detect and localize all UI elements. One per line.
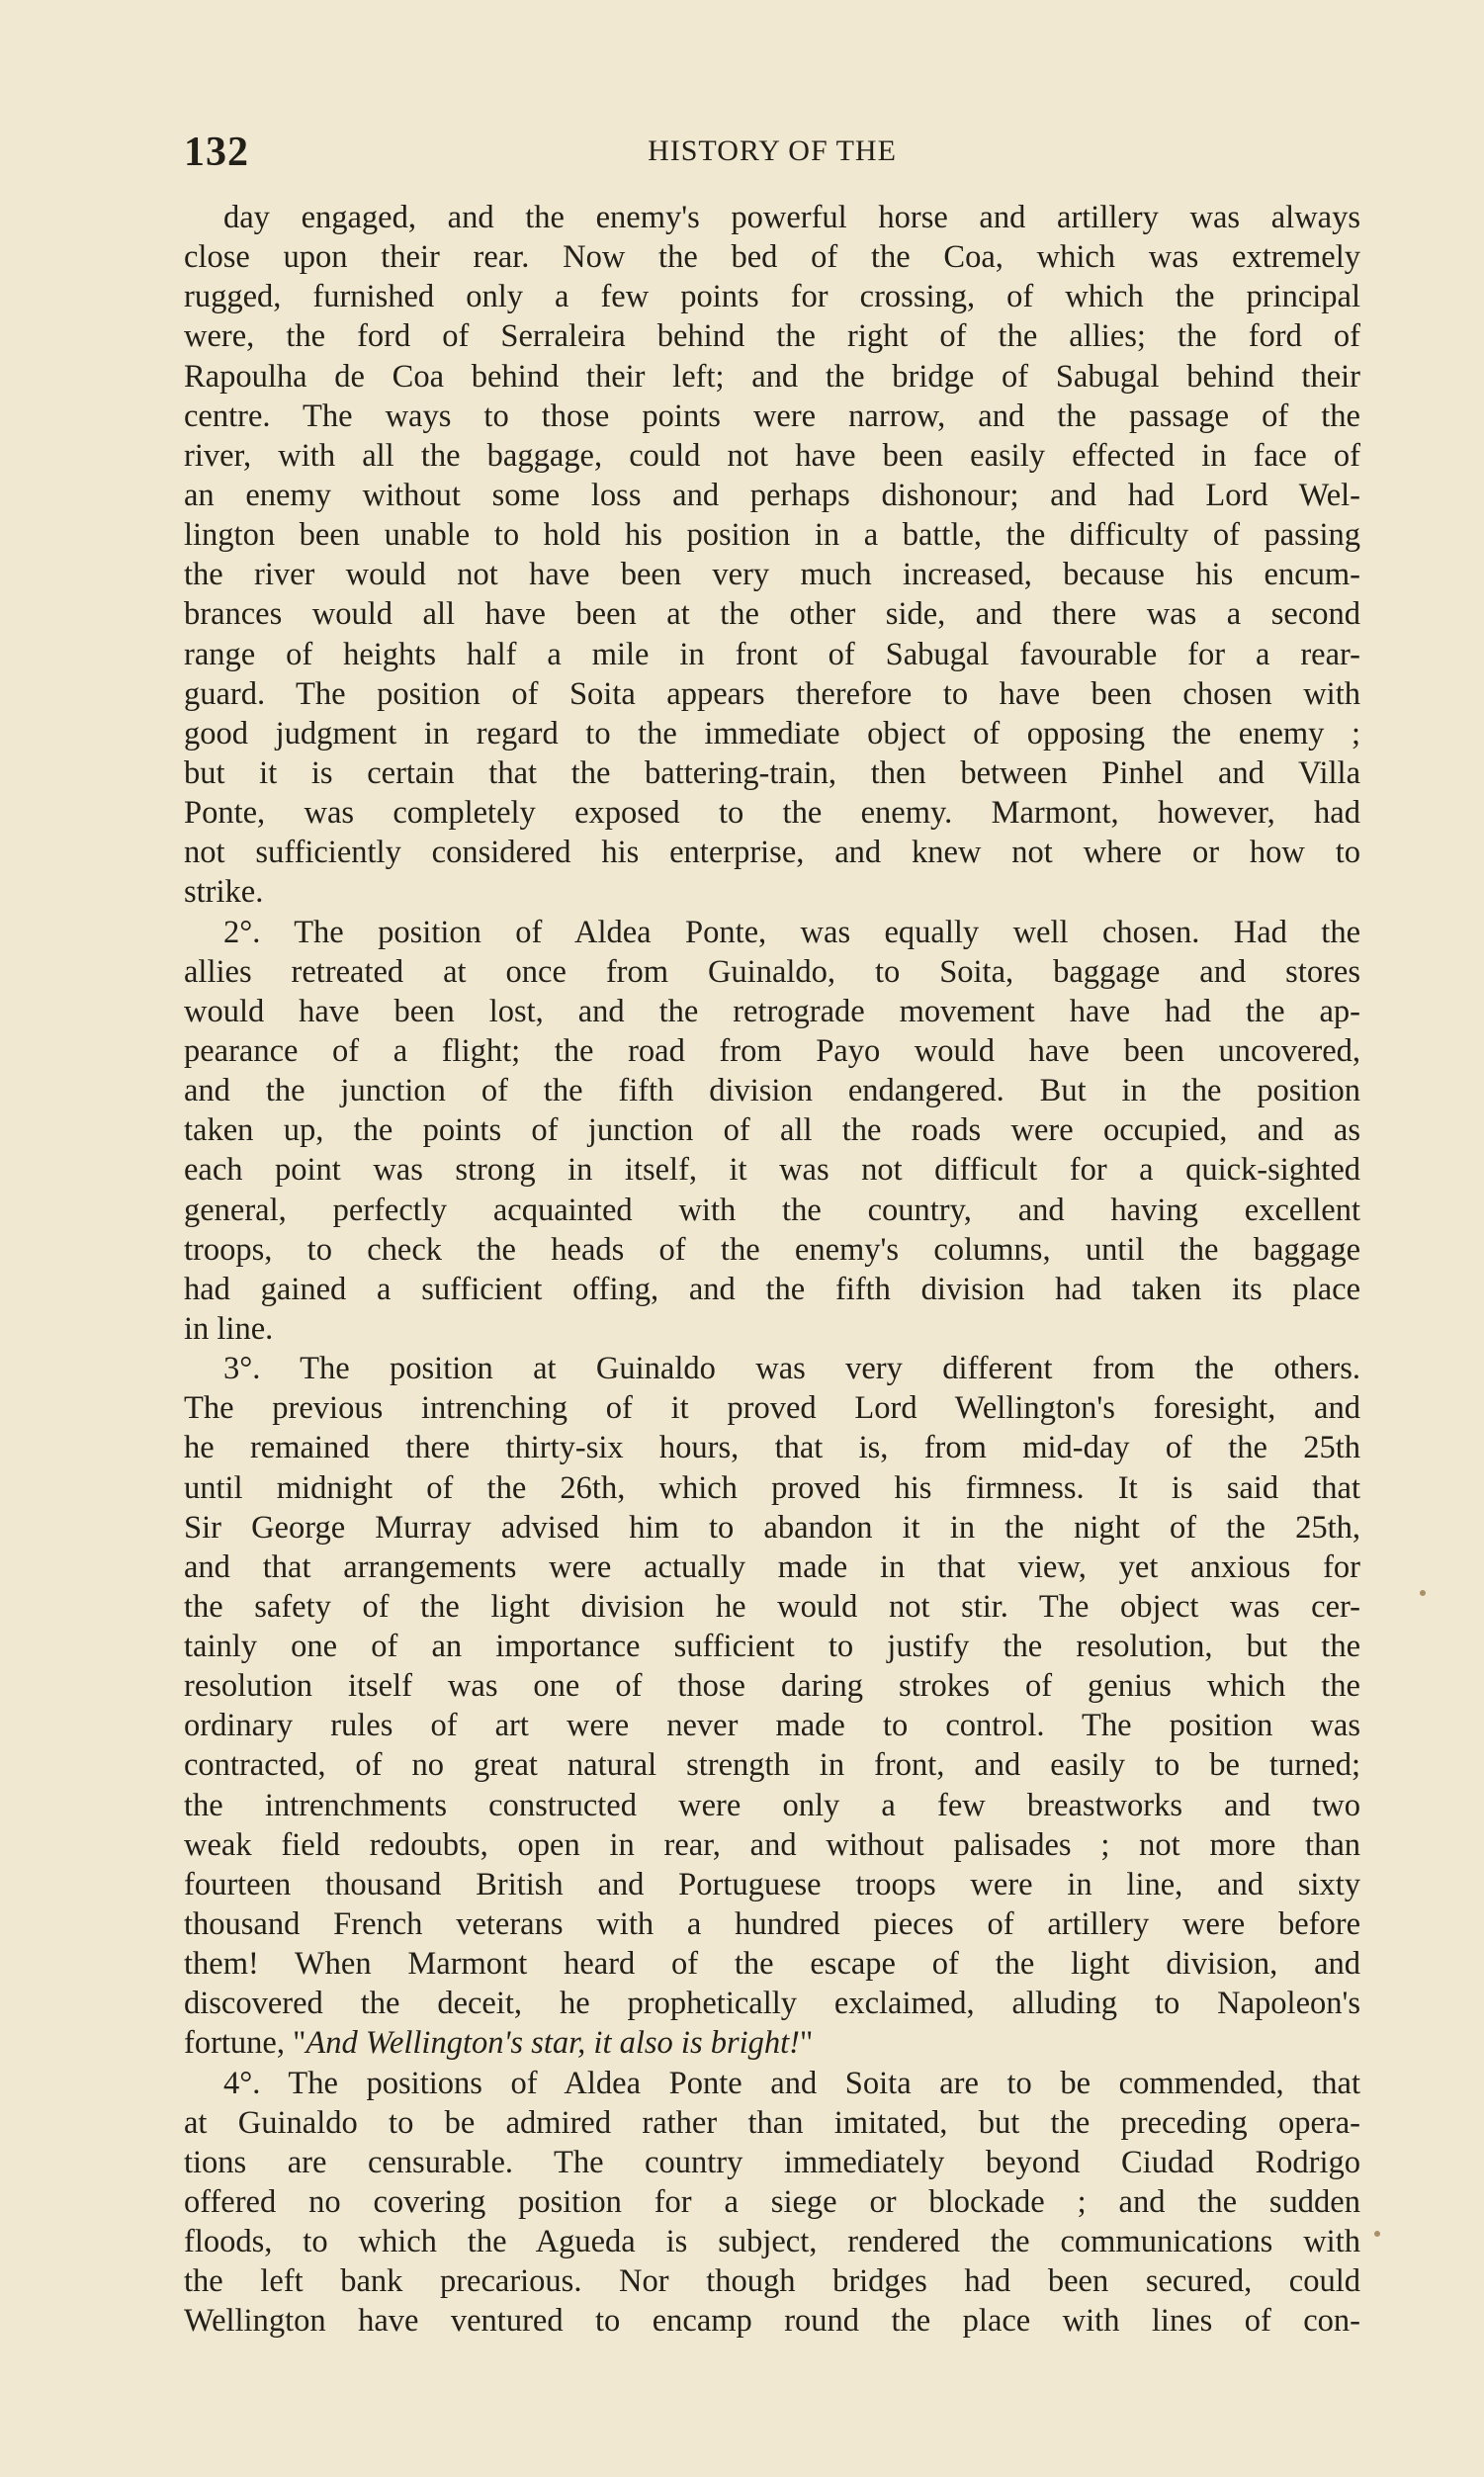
text-line: river, with all the baggage, could not have been easily effected in face of xyxy=(184,437,1360,474)
print-speck xyxy=(1420,1590,1426,1596)
text-line: Sir George Murray advised him to abandon it in the night of the 25th, xyxy=(184,1509,1360,1546)
text-line: Ponte, was completely exposed to the enemy. Marmont, however, had xyxy=(184,795,1360,832)
paragraph xyxy=(184,2064,1360,2342)
text-line: The previous intrenching of it proved Lord Wellington's foresight, and xyxy=(184,1390,1360,1427)
text-line: would have been lost, and the retrograde movement have had the ap- xyxy=(184,993,1360,1029)
text-line: the intrenchments constructed were only a few breastworks and two xyxy=(184,1787,1360,1823)
text-line: rugged, furnished only a few points for crossing, of which the principal xyxy=(184,279,1360,315)
text-line: were, the ford of Serraleira behind the right of the allies; the ford of xyxy=(184,318,1360,355)
text-line: good judgment in regard to the immediate object of opposing the enemy ; xyxy=(184,715,1360,752)
page-header xyxy=(184,129,1360,178)
text-line: pearance of a flight; the road from Payo would have been uncovered, xyxy=(184,1032,1360,1069)
text-line: contracted, of no great natural strength in front, and easily to be turned; xyxy=(184,1747,1360,1784)
text-line: 3°. The position at Guinaldo was very different from the others. xyxy=(223,1351,1360,1387)
text-line: 2°. The position of Aldea Ponte, was equally well chosen. Had the xyxy=(223,914,1360,950)
text-line: discovered the deceit, he prophetically exclaimed, alluding to Napoleon's xyxy=(184,1986,1360,2022)
text-line: troops, to check the heads of the enemy's columns, until the baggage xyxy=(184,1231,1360,1268)
text-line: in line. xyxy=(184,1310,274,1347)
text-line: the left bank precarious. Nor though bridges had been secured, could xyxy=(184,2263,1360,2300)
print-speck xyxy=(1374,2231,1380,2237)
running-head: HISTORY OF THE xyxy=(648,134,897,167)
text-line: each point was strong in itself, it was not difficult for a quick-sighted xyxy=(184,1152,1360,1189)
text-line: general, perfectly acquainted with the country, and having excellent xyxy=(184,1192,1360,1228)
text-line: until midnight of the 26th, which proved his firmness. It is said that xyxy=(184,1469,1360,1506)
text-line: 4°. The positions of Aldea Ponte and Soita are to be commended, that xyxy=(223,2065,1360,2101)
text-line: taken up, the points of junction of all the roads were occupied, and as xyxy=(184,1112,1360,1149)
text-line: thousand French veterans with a hundred pieces of artillery were before xyxy=(184,1906,1360,1943)
paragraph xyxy=(184,1349,1360,2064)
text-line: brances would all have been at the other side, and there was a second xyxy=(184,596,1360,633)
text-line: resolution itself was one of those daring strokes of genius which the xyxy=(184,1668,1360,1705)
text-line: but it is certain that the battering-train, then between Pinhel and Villa xyxy=(184,754,1360,791)
text-line: an enemy without some loss and perhaps dishonour; and had Lord Wel- xyxy=(184,477,1360,513)
text-line: he remained there thirty-six hours, that is, from mid-day of the 25th xyxy=(184,1430,1360,1466)
text-line: allies retreated at once from Guinaldo, to Soita, baggage and stores xyxy=(184,953,1360,990)
paragraph xyxy=(184,198,1360,913)
text-line: ordinary rules of art were never made to control. The position was xyxy=(184,1708,1360,1744)
text-line: Wellington have ventured to encamp round the place with lines of con- xyxy=(184,2303,1360,2340)
text-line: offered no covering position for a siege or blockade ; and the sudden xyxy=(184,2184,1360,2221)
text-line: floods, to which the Agueda is subject, rendered the communications with xyxy=(184,2224,1360,2260)
text-line: and the junction of the fifth division endangered. But in the position xyxy=(184,1073,1360,1109)
text-line: centre. The ways to those points were narrow, and the passage of the xyxy=(184,398,1360,434)
paragraph-closing-line xyxy=(184,2023,1360,2063)
text-line: tions are censurable. The country immediately beyond Ciudad Rodrigo xyxy=(184,2144,1360,2180)
quote-close: " xyxy=(800,2025,814,2062)
text-line: day engaged, and the enemy's powerful horse and artillery was always xyxy=(223,200,1360,235)
text-line: the river would not have been very much increased, because his encum- xyxy=(184,557,1360,593)
text-line: fourteen thousand British and Portuguese troops were in line, and sixty xyxy=(184,1866,1360,1902)
text-line: tainly one of an importance sufficient to justify the resolution, but the xyxy=(184,1629,1360,1665)
text-line: Rapoulha de Coa behind their left; and the bridge of Sabugal behind their xyxy=(184,358,1360,395)
paragraph xyxy=(184,913,1360,1350)
text-line: not sufficiently considered his enterprise, and knew not where or how to xyxy=(184,835,1360,871)
text-line: and that arrangements were actually made in that view, yet anxious for xyxy=(184,1548,1360,1585)
text-line: had gained a sufficient offing, and the fifth division had taken its place xyxy=(184,1271,1360,1307)
text-line: the safety of the light division he would not stir. The object was cer- xyxy=(184,1588,1360,1625)
quote-open: fortune, " xyxy=(184,2025,306,2062)
text-line: lington been unable to hold his position in a battle, the difficulty of passing xyxy=(184,517,1360,554)
text-line: strike. xyxy=(184,874,264,911)
text-line: range of heights half a mile in front of Sabugal favourable for a rear- xyxy=(184,636,1360,672)
page-number: 132 xyxy=(184,130,249,175)
text-line: weak field redoubts, open in rear, and without palisades ; not more than xyxy=(184,1826,1360,1863)
quote-italic: And Wellington's star, it also is bright! xyxy=(306,2025,800,2062)
text-line: close upon their rear. Now the bed of the Coa, which was extremely xyxy=(184,239,1360,276)
text-line: guard. The position of Soita appears therefore to have been chosen with xyxy=(184,675,1360,712)
body-text xyxy=(184,198,1360,2342)
text-line: them! When Marmont heard of the escape of the light division, and xyxy=(184,1946,1360,1983)
text-line: at Guinaldo to be admired rather than imitated, but the preceding opera- xyxy=(184,2104,1360,2141)
